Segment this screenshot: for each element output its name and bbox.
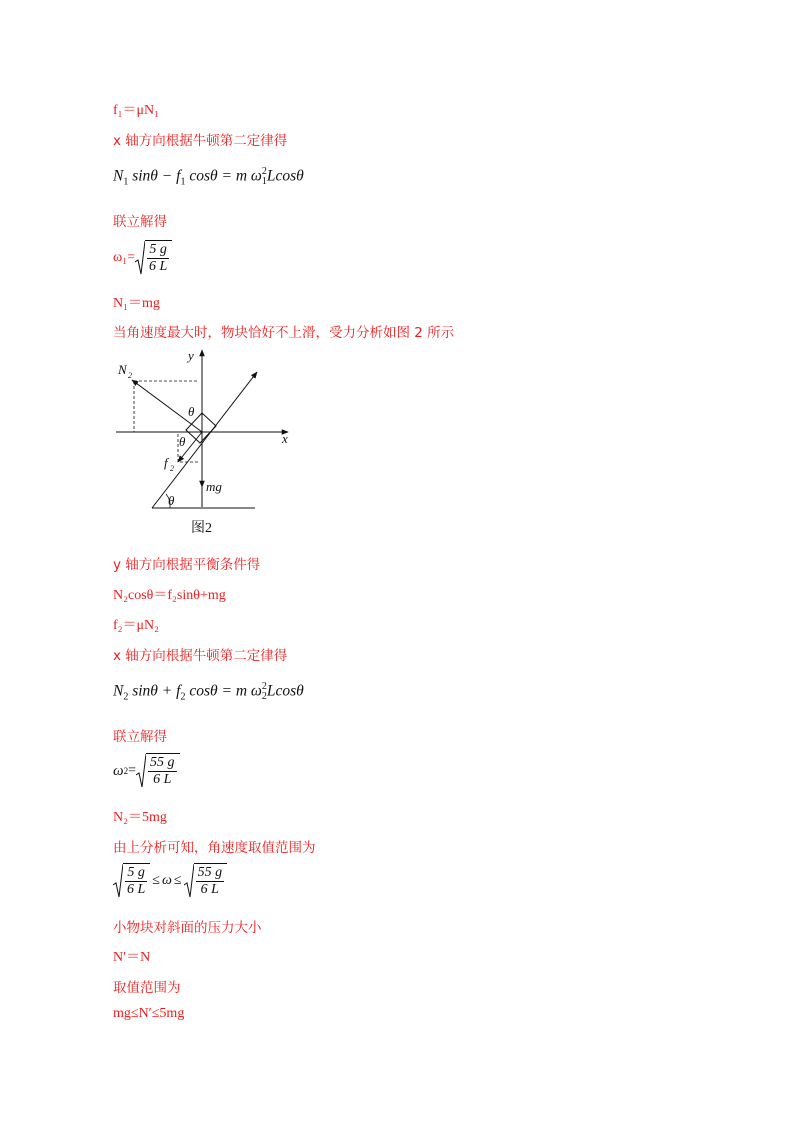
eq1-part-a: sinθ − <box>128 167 177 185</box>
text-line-17: mg≤N′≤5mg <box>113 1006 185 1021</box>
text-line-15: N′＝N <box>113 950 151 965</box>
text-line-9: f₂＝μN₂ <box>113 618 160 633</box>
radical-sign-icon <box>113 863 123 899</box>
equation-2 <box>113 682 304 703</box>
eq1-part-c: Lcosθ <box>266 167 304 185</box>
text-line-11: 联立解得 <box>113 729 167 745</box>
eq2-n: N <box>113 682 124 700</box>
less-equal-2: ≤ <box>173 873 182 888</box>
eq1-f: f <box>176 167 181 185</box>
text-line-7: y 轴方向根据平衡条件得 <box>113 557 261 573</box>
omega2-equals: = <box>128 763 136 778</box>
n2-subscript: 2 <box>128 371 132 380</box>
text-line-2: x 轴方向根据牛顿第二定律得 <box>113 133 288 149</box>
text-line-10: x 轴方向根据牛顿第二定律得 <box>113 648 288 664</box>
fraction-numerator: 5 g <box>127 865 145 880</box>
text-line-6: 当角速度最大时，物块恰好不上滑，受力分析如图 2 所示 <box>113 325 455 341</box>
eq1-omega-sub: 1 <box>261 176 267 187</box>
equation-1 <box>113 167 304 188</box>
text-line-3: 联立解得 <box>113 214 167 230</box>
x-axis-label: x <box>282 431 288 446</box>
fraction-numerator: 5 g <box>149 242 167 257</box>
text-line-13: 由上分析可知，角速度取值范围为 <box>113 840 316 856</box>
eq1-sup: 2 <box>261 166 267 177</box>
text-line-16: 取值范围为 <box>113 980 181 996</box>
omega-range <box>113 863 227 899</box>
eq2-m-omega: m ω <box>235 682 262 700</box>
text-line-14: 小物块对斜面的压力大小 <box>113 920 262 936</box>
eq1-sub1: 1 <box>123 176 129 188</box>
theta-label-middle: θ <box>179 434 186 449</box>
eq1-sub2: 1 <box>180 176 186 188</box>
fraction <box>146 753 180 789</box>
sqrt-55g-6l <box>136 753 180 789</box>
eq2-sup: 2 <box>261 681 267 692</box>
n2-label: N <box>118 362 127 377</box>
text-line-12: N₂＝5mg <box>113 810 167 825</box>
fraction <box>145 240 172 276</box>
less-equal-1: ≤ <box>152 873 160 888</box>
f2-subscript: 2 <box>170 464 174 473</box>
eq2-omega-sub: 2 <box>261 691 267 702</box>
eq2-sub2: 2 <box>180 691 186 703</box>
f2-label: f <box>164 455 168 470</box>
fraction-numerator: 55 g <box>150 755 175 770</box>
text-line-5: N₁＝mg <box>113 296 160 311</box>
radical-sign-icon <box>135 240 145 276</box>
eq1-part-b: cosθ = <box>185 167 236 185</box>
sqrt-5g-6l <box>135 240 172 276</box>
fraction-numerator: 55 g <box>197 865 223 880</box>
sqrt-5g-6l-lower <box>113 863 150 899</box>
omega-symbol: ω <box>161 873 172 888</box>
fraction-denominator: 6 L <box>153 772 172 787</box>
incline-line <box>152 372 257 508</box>
omega2-symbol: ω <box>113 762 124 779</box>
mg-label: mg <box>206 479 222 494</box>
omega1-label: ω₁= <box>113 250 135 265</box>
radical-sign-icon <box>136 753 146 789</box>
sqrt-55g-6l-upper <box>184 863 228 899</box>
text-line-1: f₁＝μN₁ <box>113 103 160 118</box>
eq2-part-b: cosθ = <box>185 682 236 700</box>
omega2-result <box>113 753 180 789</box>
eq2-part-c: Lcosθ <box>266 682 304 700</box>
eq2-sub1: 2 <box>123 691 129 703</box>
fraction-denominator: 6 L <box>200 882 219 897</box>
figure-caption: 图2 <box>191 521 212 536</box>
text-line-8: N₂cosθ＝f₂sinθ+mg <box>113 588 226 603</box>
fraction <box>123 863 150 899</box>
fraction <box>194 863 228 899</box>
y-axis-label: y <box>188 348 194 363</box>
eq2-part-a: sinθ + <box>128 682 177 700</box>
eq1-n: N <box>113 167 124 185</box>
fraction-denominator: 6 L <box>149 259 168 274</box>
eq1-m-omega: m ω <box>235 167 262 185</box>
omega2-subscript: 2 <box>123 766 129 776</box>
force-diagram-figure-2 <box>110 342 310 542</box>
omega1-result <box>113 240 172 276</box>
theta-label-top: θ <box>188 404 195 419</box>
radical-sign-icon <box>184 863 194 899</box>
eq2-f: f <box>176 682 181 700</box>
fraction-denominator: 6 L <box>127 882 146 897</box>
theta-label-incline: θ <box>168 493 175 508</box>
